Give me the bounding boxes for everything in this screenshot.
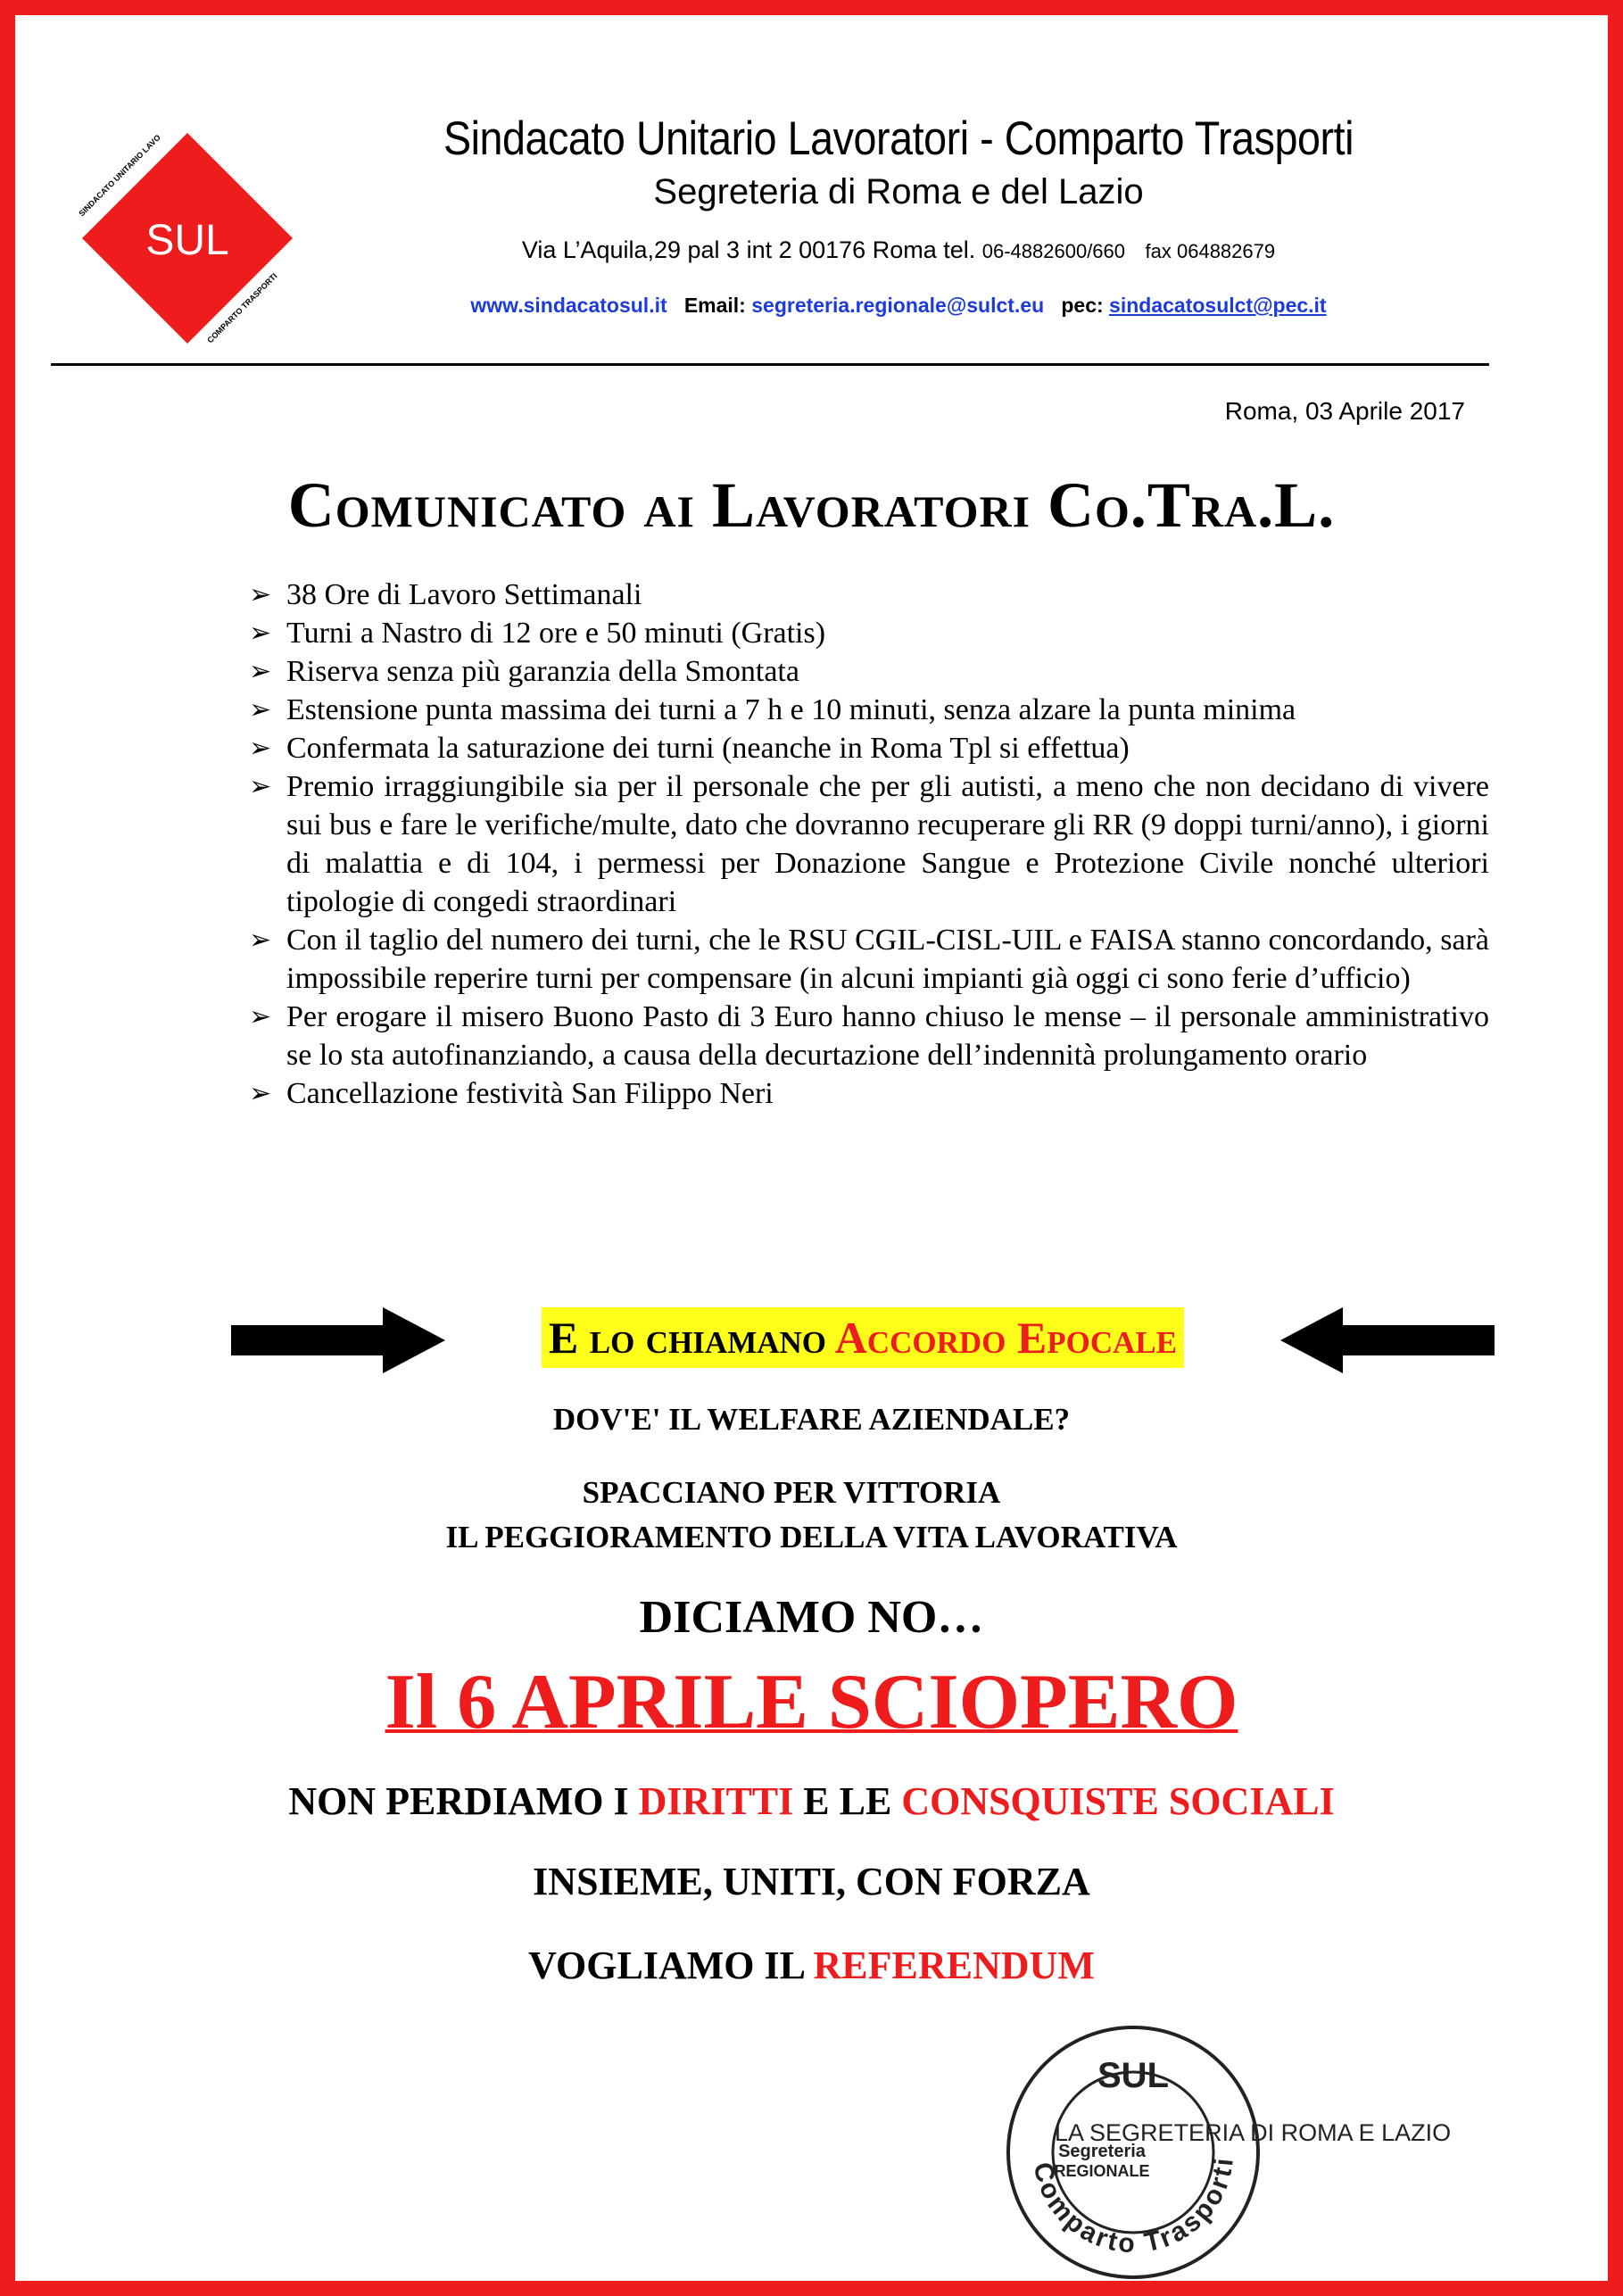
arrow-bullet-icon: ➢ — [249, 695, 272, 725]
list-item: ➢ Turni a Nastro di 12 ore e 50 minuti (Gratis) — [249, 614, 1489, 652]
grievance-list — [249, 576, 1489, 1113]
union-stamp — [1004, 2023, 1263, 2282]
arrow-bullet-icon: ➢ — [249, 925, 272, 955]
rights-line: NON PERDIAMO I DIRITTI E LE CONSQUISTE SOCIALI — [288, 1779, 1335, 1823]
logo-text: SUL — [145, 217, 229, 264]
email-label: Email: — [683, 294, 746, 317]
arrow-right-icon — [231, 1307, 445, 1373]
banner-text-2: Accordo Epocale — [834, 1313, 1178, 1363]
document-date: Roma, 03 Aprile 2017 — [1224, 397, 1465, 425]
list-item: ➢ Per erogare il misero Buono Pasto di 3 Euro hanno chiuso le mense – il personale amministrativo se lo sta autofinanziando, a causa della decurtazione dell’indennità prolungamento orario — [249, 998, 1489, 1074]
union-name: Sindacato Unitario Lavoratori - Comparto Trasporti — [443, 112, 1354, 165]
list-item: ➢ 38 Ore di Lavoro Settimanali — [249, 576, 1489, 614]
stamp-middle-2: REGIONALE — [1054, 2162, 1150, 2180]
phone-number: 06-4882600/660 — [981, 240, 1126, 262]
header-divider — [51, 363, 1489, 366]
banner-text-1: E lo chiamano — [548, 1313, 827, 1363]
list-item: ➢ Riserva senza più garanzia della Smontata — [249, 652, 1489, 691]
strike-headline: Il 6 APRILE SCIOPERO — [385, 1659, 1238, 1745]
banner-highlight — [542, 1307, 1184, 1368]
stamp-middle-1: Segreteria — [1058, 2142, 1146, 2161]
union-address — [372, 236, 1425, 264]
fax-number: fax 064882679 — [1145, 240, 1276, 262]
arrow-left-icon — [1280, 1307, 1495, 1373]
list-item: ➢ Confermata la saturazione dei turni (neanche in Roma Tpl si effettua) — [249, 729, 1489, 767]
sul-logo — [71, 122, 303, 354]
together-line: INSIEME, UNITI, CON FORZA — [533, 1860, 1090, 1903]
pec-link[interactable]: sindacatosulct@pec.it — [1109, 294, 1327, 317]
union-subtitle: Segreteria di Roma e del Lazio — [653, 172, 1144, 211]
stamp-top: SUL — [1097, 2056, 1169, 2095]
stamp-ring: Comparto Trasporti — [1027, 2154, 1240, 2259]
contact-line — [372, 294, 1425, 318]
logo-ring-bottom: COMPARTO TRASPORTI — [205, 271, 279, 345]
signature: LA SEGRETERIA DI ROMA E LAZIO — [1055, 2119, 1452, 2146]
pec-label: pec: — [1061, 294, 1104, 317]
arrow-bullet-icon: ➢ — [249, 657, 272, 686]
email-link[interactable]: segreteria.regionale@sulct.eu — [751, 294, 1045, 317]
list-item: ➢ Estensione punta massima dei turni a 7 h e 10 minuti, senza alzare la punta minima — [249, 691, 1489, 729]
document-title: Comunicato ai Lavoratori Co.Tra.L. — [287, 469, 1336, 541]
arrow-bullet-icon: ➢ — [249, 580, 272, 609]
website-link[interactable]: www.sindacatosul.it — [470, 294, 667, 317]
list-item: ➢ Con il taglio del numero dei turni, che le RSU CGIL-CISL-UIL e FAISA stanno concordando, sarà impossibile reperire turni per compensare (in alcuni impianti già oggi ci sono ferie d’ufficio) — [249, 921, 1489, 998]
banner — [461, 1307, 1264, 1368]
arrow-bullet-icon: ➢ — [249, 618, 272, 648]
list-item: ➢ Premio irraggiungibile sia per il personale che per gli autisti, a meno che non decidano di vivere sui bus e fare le verifiche/multe, dato che dovranno recuperare gli RR (9 doppi turni/anno), i giorni di malattia e di 104, i permessi per Donazione Sangue e Protezione Civile nonché ulteriori tipologie di congedi straordinari — [249, 767, 1489, 921]
arrow-bullet-icon: ➢ — [249, 1002, 272, 1032]
vittoria-line-2: IL PEGGIORAMENTO DELLA VITA LAVORATIVA — [445, 1520, 1178, 1554]
arrow-bullet-icon: ➢ — [249, 1079, 272, 1108]
welfare-question: DOV'E' IL WELFARE AZIENDALE? — [552, 1402, 1071, 1437]
list-item: ➢ Cancellazione festività San Filippo Neri — [249, 1074, 1489, 1113]
logo-ring-top: SINDACATO UNITARIO LAVO — [77, 132, 162, 219]
diciamo-no: DICIAMO NO… — [639, 1592, 984, 1643]
referendum-line: VOGLIAMO IL REFERENDUM — [528, 1944, 1095, 1987]
arrow-bullet-icon: ➢ — [249, 772, 272, 801]
arrow-bullet-icon: ➢ — [249, 734, 272, 763]
vittoria-line-1: SPACCIANO PER VITTORIA — [582, 1475, 1001, 1510]
address-text: Via L’Aquila,29 pal 3 int 2 00176 Roma tel. — [521, 236, 976, 263]
